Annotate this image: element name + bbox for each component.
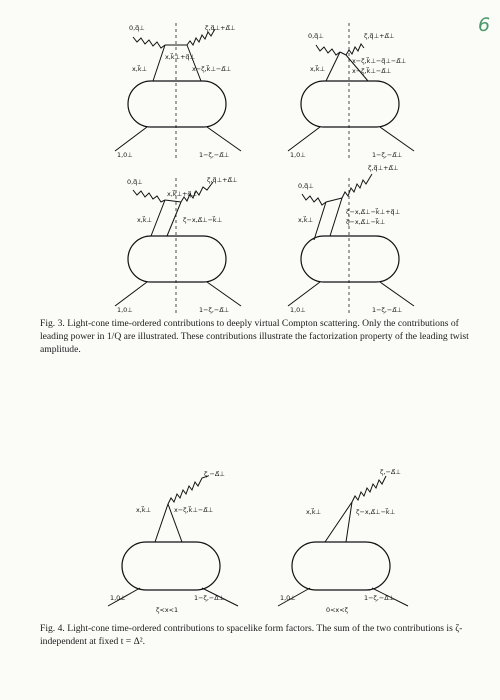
photon-line: [352, 476, 386, 502]
label-quark-mid2: ζ−x,Δ⃗⊥−k⃗⊥: [346, 218, 386, 226]
proton-out-line: [207, 127, 241, 151]
label-quark-left: x,k⃗⊥: [310, 65, 326, 73]
quark-line-mid1: [326, 198, 342, 202]
quark-line-left: [314, 202, 326, 240]
fig4-caption-label: Fig. 4.: [40, 623, 65, 634]
photon-line: [168, 476, 208, 504]
label-quark-right: x−ζ,k⃗⊥−Δ⃗⊥: [192, 65, 232, 73]
label-quark-right: ζ−x,Δ⃗⊥−k⃗⊥: [356, 508, 396, 516]
fig3-diagram-3: [95, 160, 265, 315]
proton-in-line: [115, 127, 147, 151]
fig3-caption: [40, 318, 470, 356]
photon-in-line: [302, 194, 326, 205]
proton-blob: [128, 236, 226, 282]
quark-line-mid2: [330, 198, 342, 236]
fig3-caption-label: Fig. 3.: [40, 318, 65, 329]
fig3-diagram-2: [268, 5, 438, 160]
photon-in-line: [316, 45, 340, 55]
label-region: ζ<x<1: [156, 606, 179, 614]
label-photon: ζ,−Δ⃗⊥: [204, 470, 225, 478]
page-number: 6: [478, 14, 491, 36]
label-quark-right: x−ζ,k⃗⊥−Δ⃗⊥: [174, 506, 214, 514]
quark-line-right: [346, 502, 352, 542]
fig4-diagram-2: [270, 450, 440, 620]
label-region: 0<x<ζ: [326, 606, 349, 614]
quark-line-left: [153, 45, 165, 81]
label-quark-mid: x,k⃗⊥+q⃗⊥: [167, 190, 198, 198]
label-quark-left: x,k⃗⊥: [137, 216, 153, 224]
label-proton-in: 1,0⊥: [290, 306, 306, 314]
label-proton-out: 1−ζ,−Δ⃗⊥: [364, 594, 395, 602]
label-proton-in: 1,0⊥: [117, 306, 133, 314]
photon-out-line: [342, 174, 372, 198]
photon-in-line: [133, 37, 165, 48]
label-proton-out: 1−ζ,−Δ⃗⊥: [199, 306, 230, 314]
label-photon-out: ζ,q⃗⊥+Δ⃗⊥: [368, 164, 399, 172]
label-proton-in: 1,0⊥: [110, 594, 126, 602]
label-proton-out: 1−ζ,−Δ⃗⊥: [372, 306, 403, 314]
proton-blob: [301, 81, 399, 127]
label-photon-in: 0,q⃗⊥: [308, 32, 324, 40]
quark-line-mid1: [340, 52, 346, 55]
label-proton-out: 1−ζ,−Δ⃗⊥: [372, 151, 403, 159]
label-quark-right: ζ−x,Δ⃗⊥−k⃗⊥: [183, 216, 223, 224]
label-photon-in: 0,q⃗⊥: [129, 24, 145, 32]
fig3-diagram-1: [95, 5, 265, 160]
label-photon-out: ζ,q⃗⊥+Δ⃗⊥: [364, 32, 395, 40]
label-quark-left: x,k⃗⊥: [136, 506, 152, 514]
label-proton-in: 1,0⊥: [290, 151, 306, 159]
proton-blob: [301, 236, 399, 282]
label-quark-mid: x,k⃗⊥+q⃗⊥: [165, 53, 196, 61]
proton-in-line: [115, 282, 147, 306]
label-proton-out: 1−ζ,−Δ⃗⊥: [199, 151, 230, 159]
proton-blob: [292, 542, 390, 590]
quark-line-mid: [165, 200, 181, 202]
label-quark-left: x,k⃗⊥: [132, 65, 148, 73]
label-photon-in: 0,q⃗⊥: [127, 178, 143, 186]
proton-blob: [128, 81, 226, 127]
label-photon-out: ζ,q⃗⊥+Δ⃗⊥: [205, 24, 236, 32]
label-photon-out: ζ,q⃗⊥+Δ⃗⊥: [207, 176, 238, 184]
quark-line-left: [155, 504, 168, 542]
proton-out-line: [380, 282, 414, 306]
label-photon: ζ,−Δ⃗⊥: [380, 468, 401, 476]
label-quark-mid1: x−ζ,k⃗⊥−q⃗⊥−Δ⃗⊥: [352, 57, 407, 65]
fig4-caption: [40, 623, 470, 649]
quark-line-left: [325, 502, 352, 542]
fig3-caption-text: Light-cone time-ordered contributions to deeply virtual Compton scattering. Only the contributions of leading power in 1/Q are illustrated. These contributions illustrate the factorization property of the leading twist amplitude.: [40, 318, 469, 355]
fig4-caption-text: Light-cone time-ordered contributions to spacelike form factors. The sum of the two contributions is ζ-independent at fixed t = Δ².: [40, 623, 463, 647]
label-quark-left: x,k⃗⊥: [306, 508, 322, 516]
proton-out-line: [207, 282, 241, 306]
quark-line-right: [187, 45, 201, 81]
quark-line-left: [151, 200, 165, 236]
label-proton-in: 1,0⊥: [117, 151, 133, 159]
proton-out-line: [380, 127, 414, 151]
label-quark-mid2: x−ζ,k⃗⊥−Δ⃗⊥: [352, 67, 392, 75]
quark-line-right: [167, 202, 181, 236]
proton-in-line: [288, 282, 320, 306]
label-quark-mid1: ζ−x,Δ⃗⊥−k⃗⊥+q⃗⊥: [346, 208, 401, 216]
label-proton-in: 1,0⊥: [280, 594, 296, 602]
fig4-diagram-1: [100, 450, 270, 620]
photon-in-line: [133, 190, 165, 202]
label-photon-in: 0,q⃗⊥: [298, 182, 314, 190]
label-quark-left: x,k⃗⊥: [298, 216, 314, 224]
label-proton-out: 1−ζ,−Δ⃗⊥: [194, 594, 225, 602]
proton-blob: [122, 542, 220, 590]
fig3-diagram-4: [268, 160, 438, 315]
quark-line-left: [326, 52, 340, 81]
proton-in-line: [288, 127, 320, 151]
